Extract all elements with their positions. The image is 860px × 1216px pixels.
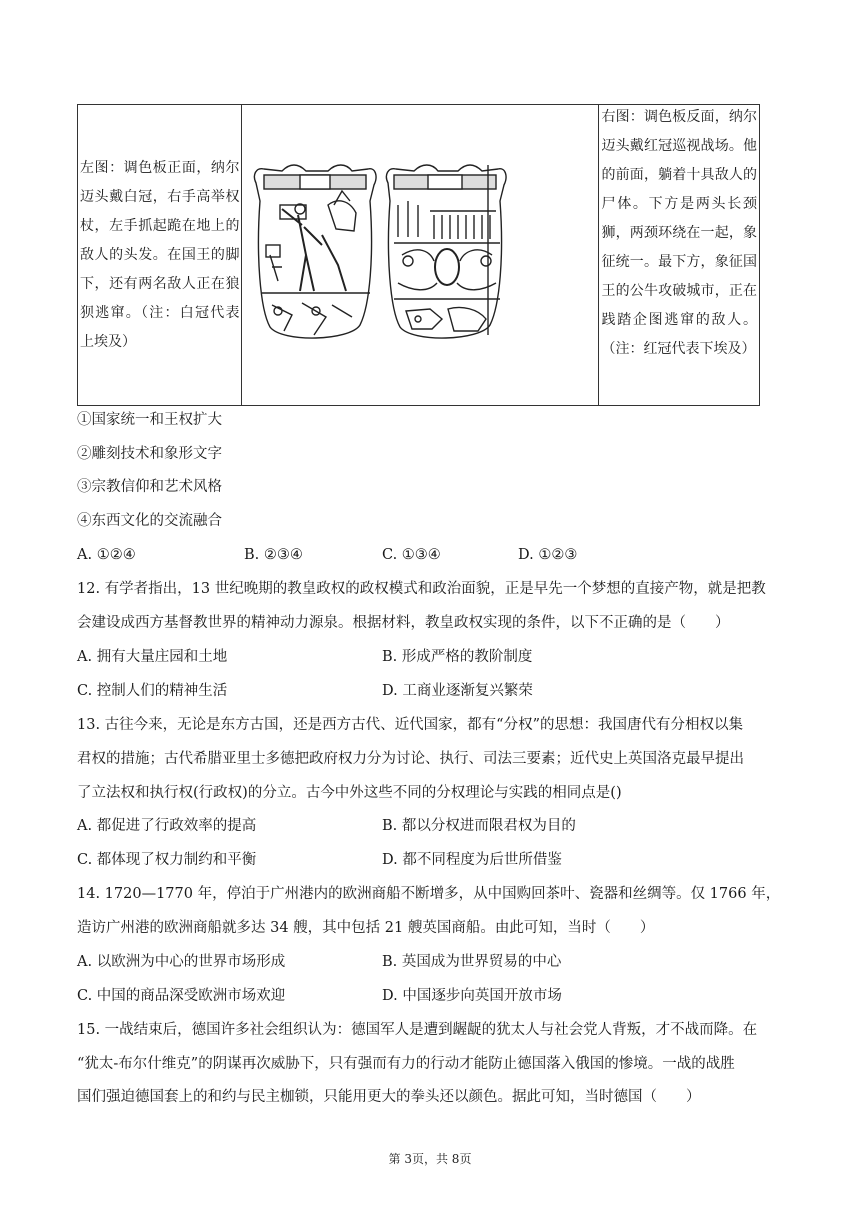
palette-illustration [242,105,598,401]
q13-stem-line-3: 了立法权和执行权(行政权)的分立。古今中外这些不同的分权理论与实践的相同点是() [77,785,622,801]
q12-option-d: D. 工商业逐渐复兴繁荣 [382,683,533,699]
figure-right-text: 右图：调色板反面，纳尔迈头戴红冠巡视战场。他的前面，躺着十具敌人的尸体。下方是两头长颈狮，两颈环绕在一起，象征统一。最下方，象征国王的公牛攻破城市，正在践踏企图逃窜的敌人。（注：红冠代表下埃及） [601,109,757,357]
q11-item-2: ②雕刻技术和象形文字 [77,446,222,462]
figure-image-cell [242,105,599,406]
q11-option-b: B. ②③④ [244,547,303,563]
figure-left-cell [78,105,242,406]
figure-left-text: 左图：调色板正面，纳尔迈头戴白冠，右手高举权杖，左手抓起跪在地上的敌人的头发。在国王的脚下，还有两名敌人正在狼狈逃窜。（注：白冠代表上埃及） [80,159,240,350]
figure-right-cell [599,105,760,406]
q15-stem-line-1: 15. 一战结束后，德国许多社会组织认为：德国军人是遭到龌龊的犹太人与社会党人背叛，才不战而降。在 [77,1022,758,1038]
q13-option-c: C. 都体现了权力制约和平衡 [77,852,257,868]
q11-option-d: D. ①②③ [518,547,578,563]
q12-stem-line-1: 12. 有学者指出，13 世纪晚期的教皇政权的政权模式和政治面貌，正是早先一个梦想的直接产物，就是把教 [77,581,766,597]
q12-option-c: C. 控制人们的精神生活 [77,683,228,699]
q12-option-a: A. 拥有大量庄园和土地 [77,649,228,665]
q13-option-d: D. 都不同程度为后世所借鉴 [382,852,562,868]
q14-option-d: D. 中国逐步向英国开放市场 [382,988,562,1004]
q11-option-a: A. ①②④ [77,547,136,563]
q14-stem-line-1: 14. 1720—1770 年，停泊于广州港内的欧洲商船不断增多，从中国购回茶叶、瓷器和丝绸等。仅 1766 年， [77,886,781,902]
q11-item-1: ①国家统一和王权扩大 [77,412,222,428]
q14-option-a: A. 以欧洲为中心的世界市场形成 [77,954,286,970]
q13-stem-line-2: 君权的措施；古代希腊亚里士多德把政府权力分为讨论、执行、司法三要素；近代史上英国洛克最早提出 [77,751,744,767]
figure-table [77,104,760,406]
q11-item-4: ④东西文化的交流融合 [77,513,222,529]
palette-front-image [255,165,377,338]
q12-stem-line-2: 会建设成西方基督教世界的精神动力源泉。根据材料，教皇政权实现的条件，以下不正确的是（ ） [77,615,730,631]
q13-option-b: B. 都以分权进而限君权为目的 [382,818,576,834]
q12-option-b: B. 形成严格的教阶制度 [382,649,533,665]
q15-stem-line-3: 国们强迫德国套上的和约与民主枷锁，只能用更大的拳头还以颜色。据此可知，当时德国（ ） [77,1089,701,1105]
q15-stem-line-2: “犹太-布尔什维克”的阴谋再次威胁下，只有强而有力的行动才能防止德国落入俄国的惨境。一战的战胜 [77,1056,735,1072]
q14-option-b: B. 英国成为世界贸易的中心 [382,954,562,970]
q11-item-3: ③宗教信仰和艺术风格 [77,479,222,495]
q13-stem-line-1: 13. 古往今来，无论是东方古国，还是西方古代、近代国家，都有“分权”的思想：我国唐代有分相权以集 [77,717,743,733]
page-footer: 第 3页，共 8页 [388,1152,472,1166]
q13-option-a: A. 都促进了行政效率的提高 [77,818,257,834]
q14-option-c: C. 中国的商品深受欧洲市场欢迎 [77,988,286,1004]
q14-stem-line-2: 造访广州港的欧洲商船就多达 34 艘，其中包括 21 艘英国商船。由此可知，当时（ ） [77,920,655,936]
q11-option-c: C. ①③④ [382,547,441,563]
